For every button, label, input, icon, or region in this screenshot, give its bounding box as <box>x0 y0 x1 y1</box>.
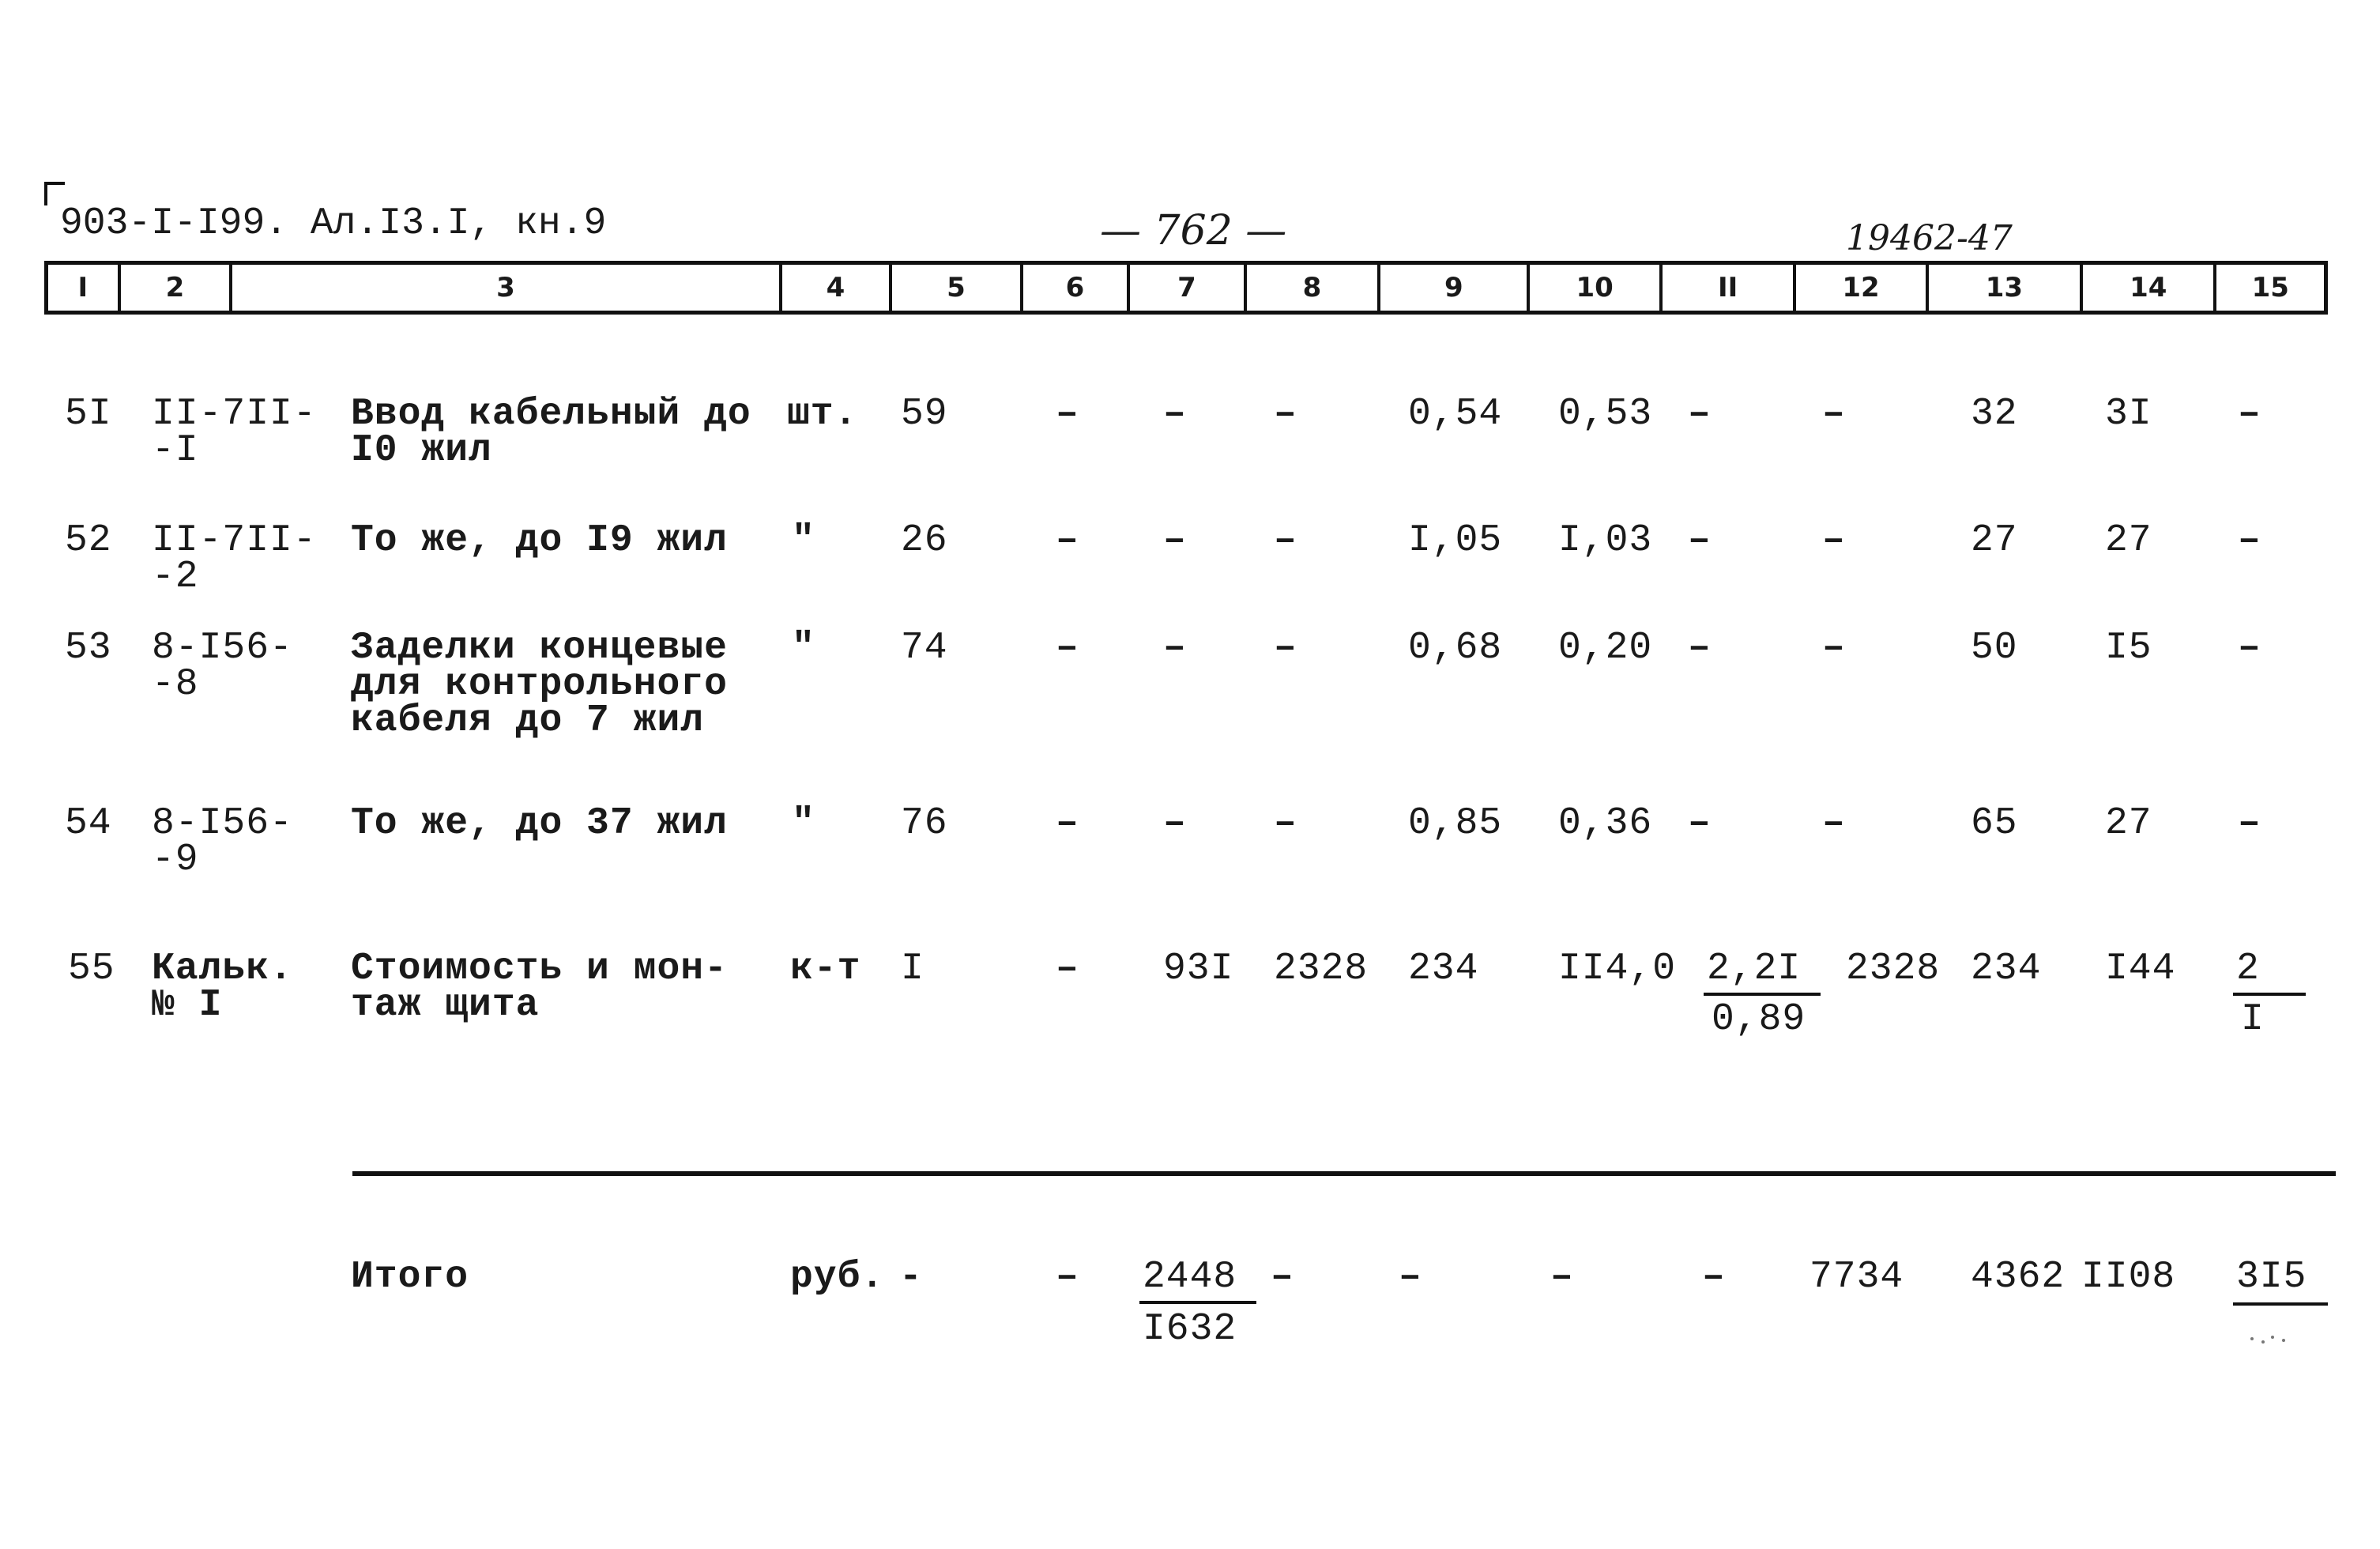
column-header-row <box>44 261 2328 315</box>
rate-code-cont: № I <box>152 984 223 1027</box>
column-header: 9 <box>1380 265 1530 311</box>
column-header: 6 <box>1023 265 1131 311</box>
cell-14: I44 <box>2105 948 2176 990</box>
total-cell-13: 4362 <box>1971 1256 2066 1298</box>
cell-10: 0,53 <box>1558 393 1653 435</box>
cell-9: I,05 <box>1408 519 1503 562</box>
unit: " <box>792 802 815 845</box>
cell-11-numerator: 2,2I <box>1707 948 1802 990</box>
quantity: 59 <box>901 393 948 435</box>
cell-9: 234 <box>1408 948 1479 990</box>
quantity: 26 <box>901 519 948 562</box>
item-name-cont: I0 жил <box>351 429 492 472</box>
cell-6: – <box>1056 519 1079 562</box>
cell-7: – <box>1163 802 1187 845</box>
cell-8: – <box>1274 802 1297 845</box>
total-cell-14: II08 <box>2081 1256 2176 1298</box>
quantity: 76 <box>901 802 948 845</box>
cell-15: – <box>2238 627 2261 669</box>
column-header: 13 <box>1929 265 2083 311</box>
fraction-line <box>2233 993 2306 996</box>
column-header: 2 <box>121 265 233 311</box>
cell-10: II4,0 <box>1558 948 1677 990</box>
cell-14: I5 <box>2105 627 2152 669</box>
rate-code: II-7II- <box>152 519 317 562</box>
cell-15-numerator: 2 <box>2236 948 2260 990</box>
fraction-line <box>1704 993 1821 996</box>
column-header: 4 <box>782 265 893 311</box>
cell-10: I,03 <box>1558 519 1653 562</box>
cell-14: 27 <box>2105 519 2152 562</box>
page-number: — 762 — <box>1100 207 1287 254</box>
total-cell-15: 3I5 <box>2236 1256 2307 1298</box>
rate-code: 8-I56- <box>152 802 293 845</box>
cell-15: – <box>2238 802 2261 845</box>
cell-13: 50 <box>1971 627 2018 669</box>
row-number: 52 <box>65 519 112 562</box>
row-number: 55 <box>68 948 115 990</box>
total-cell-8: – <box>1271 1256 1294 1298</box>
cell-7: – <box>1163 627 1187 669</box>
cell-9: 0,54 <box>1408 393 1503 435</box>
column-header: 14 <box>2083 265 2216 311</box>
cell-11: – <box>1688 519 1712 562</box>
rate-code-cont: -9 <box>152 839 199 881</box>
total-cell-11: – <box>1702 1256 1726 1298</box>
column-header: 15 <box>2251 272 2289 303</box>
item-name: То же, до 37 жил <box>351 802 728 845</box>
item-name: Ввод кабельный до <box>351 393 751 435</box>
document-code: 19462-47 <box>1846 218 2013 258</box>
cell-9: 0,85 <box>1408 802 1503 845</box>
cell-12: 2328 <box>1846 948 1941 990</box>
total-rule <box>352 1171 2336 1176</box>
unit: шт. <box>787 393 858 435</box>
cell-6: – <box>1056 393 1079 435</box>
cell-6: – <box>1056 802 1079 845</box>
rate-code-cont: -I <box>152 429 199 472</box>
ink-smudge <box>2247 1336 2295 1344</box>
total-cell-5: - <box>899 1256 923 1298</box>
rate-code-cont: -2 <box>152 556 199 598</box>
cell-11: – <box>1688 802 1712 845</box>
cell-12: – <box>1822 627 1846 669</box>
item-name: То же, до I9 жил <box>351 519 728 562</box>
cell-14: 3I <box>2105 393 2152 435</box>
cell-12: – <box>1822 519 1846 562</box>
cell-8: – <box>1274 393 1297 435</box>
cell-15-denominator: I <box>2241 998 2265 1041</box>
cell-12: – <box>1822 393 1846 435</box>
total-cell-9: – <box>1399 1256 1422 1298</box>
cell-12: – <box>1822 802 1846 845</box>
cell-15: – <box>2238 519 2261 562</box>
cell-7: 93I <box>1163 948 1234 990</box>
column-header: 8 <box>1247 265 1380 311</box>
unit: " <box>792 519 815 562</box>
cell-13: 234 <box>1971 948 2042 990</box>
item-name: Стоимость и мон- <box>351 948 728 990</box>
cell-13: 27 <box>1971 519 2018 562</box>
cell-6: – <box>1056 948 1079 990</box>
cell-10: 0,20 <box>1558 627 1653 669</box>
cell-11: – <box>1688 393 1712 435</box>
row-number: 5I <box>65 393 112 435</box>
cell-13: 65 <box>1971 802 2018 845</box>
total-cell-7-numerator: 2448 <box>1143 1256 1237 1298</box>
column-header: 5 <box>892 265 1022 311</box>
total-cell-12: 7734 <box>1809 1256 1904 1298</box>
column-header: 10 <box>1530 265 1662 311</box>
row-number: 54 <box>65 802 112 845</box>
item-name: Заделки концевые <box>351 627 728 669</box>
row-number: 53 <box>65 627 112 669</box>
total-cell-7-denominator: I632 <box>1143 1308 1237 1351</box>
total-unit: руб. <box>790 1256 885 1298</box>
document-reference: 903-I-I99. Ал.I3.I, кн.9 <box>60 202 607 245</box>
item-name-cont: таж щита <box>351 984 540 1027</box>
cell-11: – <box>1688 627 1712 669</box>
total-cell-10: – <box>1550 1256 1574 1298</box>
cell-15: – <box>2238 393 2261 435</box>
item-name-cont: кабеля до 7 жил <box>351 699 705 742</box>
cell-14: 27 <box>2105 802 2152 845</box>
fraction-line <box>2233 1302 2328 1306</box>
unit: " <box>792 627 815 669</box>
cell-8: – <box>1274 519 1297 562</box>
rate-code-cont: -8 <box>152 663 199 706</box>
rate-code: II-7II- <box>152 393 317 435</box>
rate-code: 8-I56- <box>152 627 293 669</box>
total-label: Итого <box>351 1256 469 1298</box>
cell-9: 0,68 <box>1408 627 1503 669</box>
column-header: 12 <box>1796 265 1928 311</box>
cell-6: – <box>1056 627 1079 669</box>
rate-code: Кальк. <box>152 948 293 990</box>
column-header: II <box>1663 265 1796 311</box>
quantity: I <box>901 948 925 990</box>
column-header: 7 <box>1130 265 1246 311</box>
column-header: 3 <box>232 265 782 311</box>
item-name-cont: для контрольного <box>351 663 728 706</box>
cell-13: 32 <box>1971 393 2018 435</box>
fraction-line <box>1139 1301 1256 1304</box>
cell-10: 0,36 <box>1558 802 1653 845</box>
cell-8: 2328 <box>1274 948 1369 990</box>
column-header: I <box>48 265 121 311</box>
cell-11-denominator: 0,89 <box>1712 998 1806 1041</box>
cell-7: – <box>1163 519 1187 562</box>
unit: к-т <box>790 948 861 990</box>
cell-8: – <box>1274 627 1297 669</box>
quantity: 74 <box>901 627 948 669</box>
cell-7: – <box>1163 393 1187 435</box>
total-cell-6: – <box>1056 1256 1079 1298</box>
